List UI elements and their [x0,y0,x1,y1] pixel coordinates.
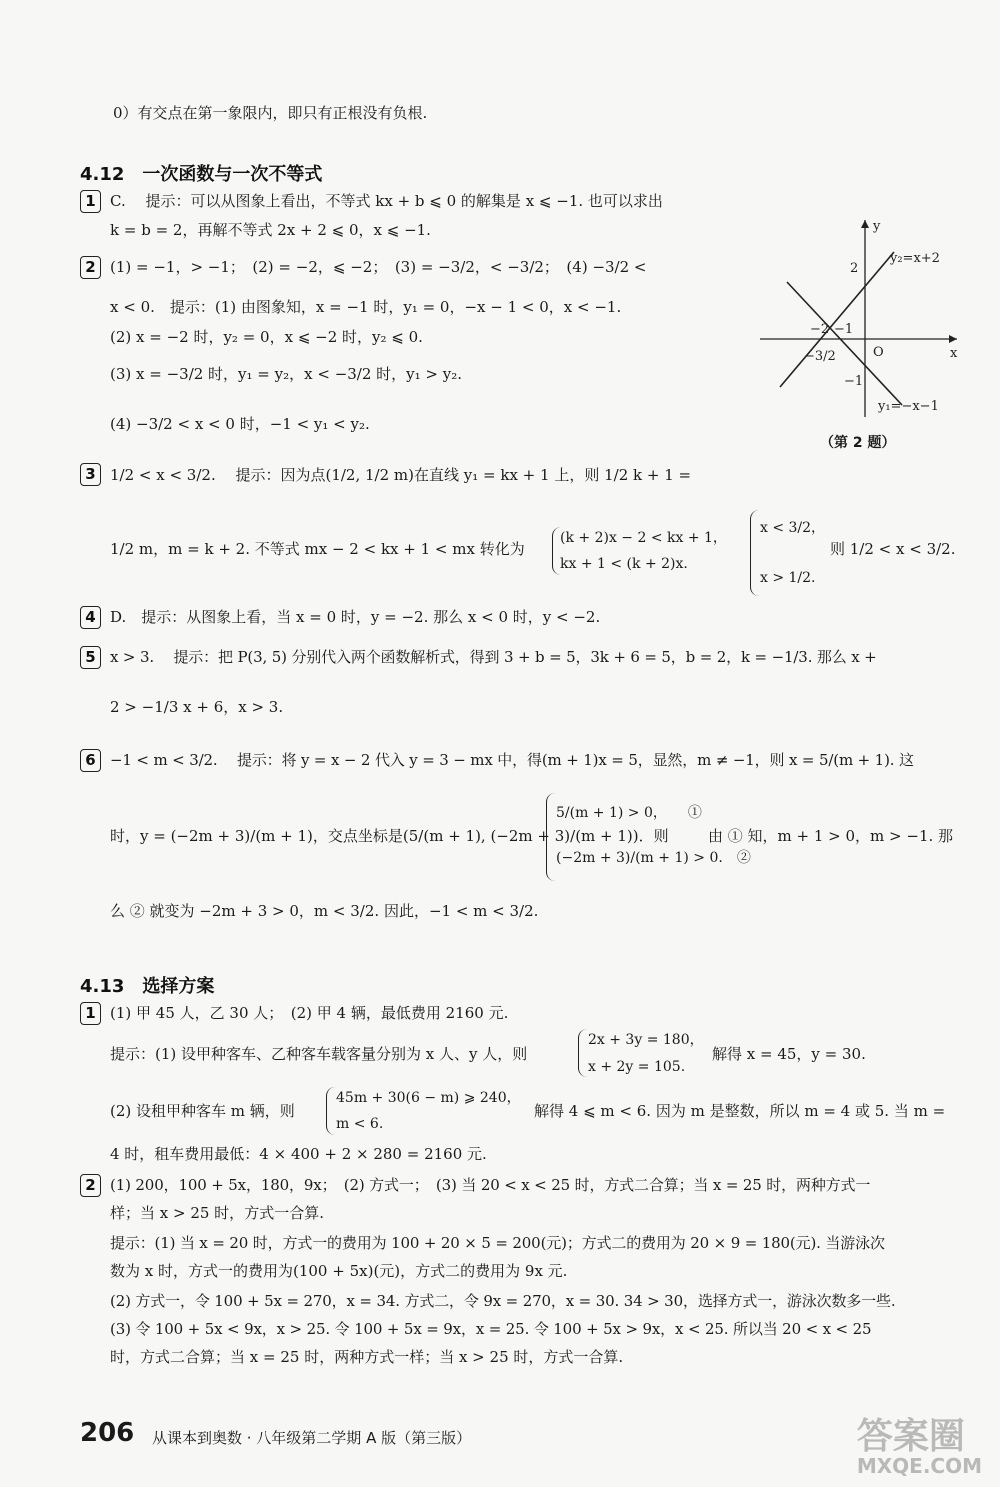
question-number-badge: 2 [80,256,101,279]
page-number: 206 [80,1418,135,1448]
question-number-badge: 5 [80,646,101,669]
question-number-badge: 2 [80,1174,101,1197]
q6-line: 由 ① 知，m + 1 > 0，m > −1. 那 [708,827,954,845]
system-line: x < 3/2， [760,520,826,536]
system-line: x > 1/2. [760,570,816,586]
s2-q2-line: (2) 方式一，令 100 + 5x = 270，x = 34. 方式二，令 9x = 270，x = 30. 34 > 30，选择方式一，游泳次数多一些. [110,1292,896,1310]
q2-line: (2) x = −2 时，y₂ = 0，x ⩽ −2 时，y₂ ⩽ 0. [110,328,423,346]
s2-q1-line: 4 时，租车费用最低：4 × 400 + 2 × 280 = 2160 元. [110,1145,487,1163]
system-line: kx + 1 < (k + 2)x. [560,556,688,572]
section-title-4-13: 4.13 选择方案 [80,976,215,997]
watermark-text: 答案圈 [856,1416,965,1457]
q2-line: (4) −3/2 < x < 0 时，−1 < y₁ < y₂. [110,415,370,433]
function-graph [752,212,967,424]
y-axis-arrow [861,220,869,228]
system-line: m < 6. [336,1116,384,1132]
system-brace [546,793,555,881]
intro-line: 0）有交点在第一象限内，即只有正根没有负根. [113,104,428,122]
line-y2-label: y₂=x+2 [890,251,940,266]
q3-line: 1/2 m，m = k + 2. 不等式 mx − 2 < kx + 1 < mx 转化为 [110,540,525,558]
watermark-url: MXQE.COM [856,1454,982,1478]
q6-line: 时，y = (−2m + 3)/(m + 1)，交点坐标是(5/(m + 1), (−2m + 3)/(m + 1))．则 [110,827,669,845]
s2-q2-line: 数为 x 时，方式一的费用为(100 + 5x)(元)，方式二的费用为 9x 元. [110,1262,568,1280]
s2-q1-line: 提示：(1) 设甲种客车、乙种客车载客量分别为 x 人、y 人，则 [110,1045,528,1063]
question-number-badge: 3 [80,463,101,486]
tick-label: −3/2 [804,349,836,364]
book-title: 从课本到奥数 · 八年级第二学期 A 版（第三版） [152,1429,472,1447]
origin-label: O [873,345,884,360]
q6-line: 么 ② 就变为 −2m + 3 > 0，m < 3/2. 因此，−1 < m < 3/2. [110,902,539,920]
system-line: 45m + 30(6 − m) ⩾ 240， [336,1090,521,1106]
q3-line: 1/2 < x < 3/2. 提示：因为点(1/2, 1/2 m)在直线 y₁ = kx + 1 上，则 1/2 k + 1 = [110,466,692,484]
q1-line: k = b = 2，再解不等式 2x + 2 ⩽ 0，x ⩽ −1. [110,221,431,239]
line-y1-label: y₁=−x−1 [878,399,939,414]
system-line: x + 2y = 105. [588,1059,686,1075]
watermark-logo [856,1416,982,1478]
s2-q1-line: (2) 设租甲种客车 m 辆，则 [110,1102,295,1120]
tick-label: 2 [850,261,859,276]
q3-line: 则 1/2 < x < 3/2. [830,540,956,558]
q1-line: C. 提示：可以从图象上看出，不等式 kx + b ⩽ 0 的解集是 x ⩽ −1. 也可以求出 [110,192,663,210]
q2-line: (3) x = −3/2 时，y₁ = y₂，x < −3/2 时，y₁ > y₂. [110,365,463,383]
q6-line: −1 < m < 3/2. 提示：将 y = x − 2 代入 y = 3 − mx 中，得(m + 1)x = 5，显然，m ≠ −1，则 x = 5/(m + 1). 这 [110,751,914,769]
tick-label: −1 [834,322,854,337]
s2-q1-line: 解得 4 ⩽ m < 6. 因为 m 是整数，所以 m = 4 或 5. 当 m = [534,1102,946,1120]
x-axis-arrow [949,335,957,343]
line-y2 [780,252,894,387]
figure-caption: （第 2 题） [820,435,896,451]
system-brace [750,510,759,596]
q5-line: x > 3. 提示：把 P(3, 5) 分别代入两个函数解析式，得到 3 + b = 5，3k + 6 = 5，b = 2，k = −1/3. 那么 x + [110,648,877,666]
system-line: 2x + 3y = 180， [588,1032,704,1048]
system-brace [578,1029,587,1077]
x-axis-label: x [950,346,958,361]
q2-line: (1) = −1，> −1； (2) = −2，⩽ −2； (3) = −3/2，< −3/2； (4) −3/2 < [110,258,647,276]
system-line: 5/(m + 1) > 0， ① [556,805,702,821]
s2-q2-line: 时，方式二合算；当 x = 25 时，两种方式一样；当 x > 25 时，方式一合算. [110,1348,624,1366]
y-axis-label: y [873,219,881,234]
system-line: (−2m + 3)/(m + 1) > 0. ② [556,850,751,866]
question-number-badge: 4 [80,606,101,629]
s2-q2-line: (1) 200，100 + 5x，180，9x； (2) 方式一； (3) 当 20 < x < 25 时，方式二合算；当 x = 25 时，两种方式一 [110,1176,871,1194]
s2-q2-line: (3) 令 100 + 5x < 9x，x > 25. 令 100 + 5x = 9x，x = 25. 令 100 + 5x > 9x，x < 25. 所以当 20 < x < 25 [110,1320,872,1338]
question-number-badge: 1 [80,1002,101,1025]
system-brace [326,1087,335,1135]
tick-label: −1 [844,374,864,389]
s2-q2-line: 样；当 x > 25 时，方式一合算. [110,1204,324,1222]
q2-line: x < 0. 提示：(1) 由图象知，x = −1 时，y₁ = 0，−x − 1 < 0，x < −1. [110,298,622,316]
tick-label: −2 [810,322,830,337]
question-number-badge: 6 [80,749,101,772]
system-line: (k + 2)x − 2 < kx + 1， [560,530,727,546]
s2-q1-line: 解得 x = 45，y = 30. [712,1045,866,1063]
s2-q2-line: 提示：(1) 当 x = 20 时，方式一的费用为 100 + 20 × 5 = 200(元)；方式二的费用为 20 × 9 = 180(元). 当游泳次 [110,1234,885,1252]
q5-line: 2 > −1/3 x + 6，x > 3. [110,698,284,716]
s2-q1-line: (1) 甲 45 人，乙 30 人； (2) 甲 4 辆，最低费用 2160 元. [110,1004,509,1022]
section-title-4-12: 4.12 一次函数与一次不等式 [80,164,323,185]
question-number-badge: 1 [80,190,101,213]
q4-line: D. 提示：从图象上看，当 x = 0 时，y = −2. 那么 x < 0 时，y < −2. [110,608,601,626]
